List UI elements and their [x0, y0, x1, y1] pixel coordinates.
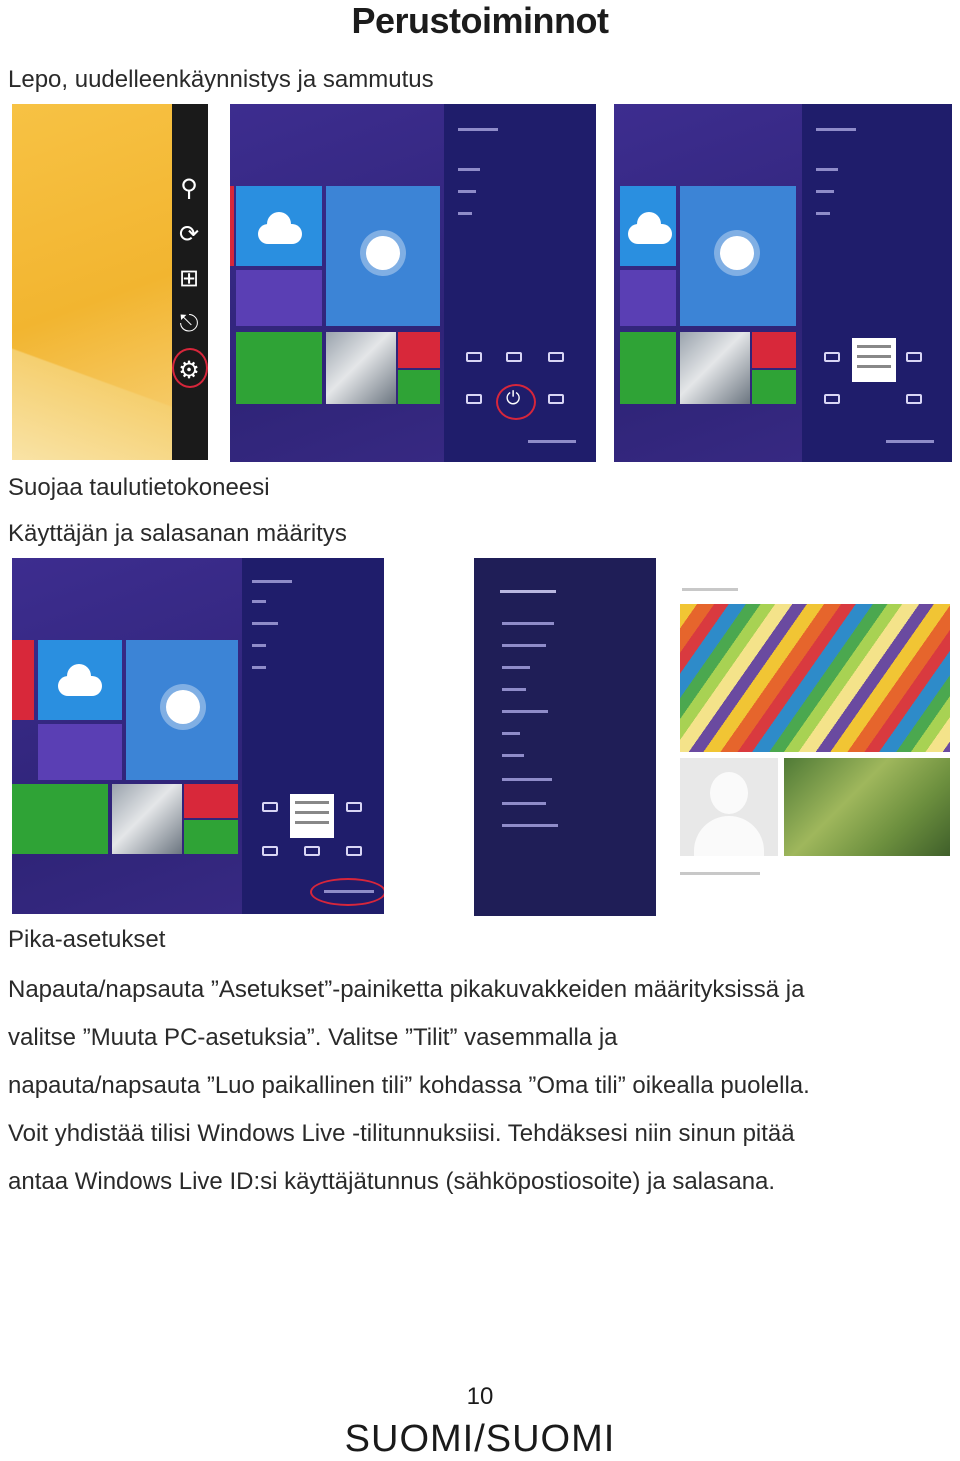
games-tile: [398, 370, 440, 404]
settings-icon[interactable]: ⚙: [178, 357, 200, 384]
volume-icon[interactable]: [506, 352, 522, 362]
video-tile: [398, 332, 440, 368]
mail-tile-edge: [230, 186, 234, 266]
brightness-icon[interactable]: [346, 802, 362, 812]
weather-large-tile: [126, 640, 238, 780]
sun-icon: [166, 690, 200, 724]
settings-highlight: [172, 348, 208, 388]
start-icon[interactable]: ⊞: [178, 265, 200, 292]
paragraph-line-4: Voit yhdistää tilisi Windows Live -tilitunnuksiisi. Tehdäksesi niin sinun pitää: [8, 1120, 795, 1147]
weather-tile: [620, 186, 676, 266]
settings-pane: [444, 104, 596, 462]
network-icon[interactable]: [262, 802, 278, 812]
games-tile: [184, 820, 238, 854]
footer-language: SUOMI/SUOMI: [344, 1418, 616, 1460]
weather-large-tile: [326, 186, 440, 326]
devices-icon[interactable]: ⎋: [179, 310, 199, 337]
pc-settings-menu: [474, 558, 656, 916]
calendar-tile: [236, 270, 322, 326]
cloud-icon: [258, 224, 302, 244]
instructions-paragraph: [8, 966, 948, 1206]
screenshot-pc-settings: [474, 558, 958, 916]
charm-bar: [172, 104, 208, 460]
power-menu[interactable]: [290, 794, 334, 838]
sun-icon: [720, 236, 754, 270]
notifications-icon[interactable]: [824, 394, 840, 404]
brightness-icon[interactable]: [906, 352, 922, 362]
paragraph-line-3: napauta/napsauta ”Luo paikallinen tili” kohdassa ”Oma tili” oikealla puolella.: [8, 1072, 810, 1099]
network-icon[interactable]: [824, 352, 840, 362]
power-highlight: [496, 384, 536, 420]
user-avatar-icon[interactable]: [680, 758, 778, 856]
section-heading-protect: Suojaa taulutietokoneesi: [8, 474, 270, 501]
share-icon[interactable]: ⟳: [178, 221, 200, 248]
weather-tile: [236, 186, 322, 266]
paragraph-line-1: Napauta/napsauta ”Asetukset”-painiketta pikakuvakkeiden määrityksissä ja: [8, 976, 805, 1003]
cloud-icon: [628, 224, 672, 244]
calendar-tile: [38, 724, 122, 780]
store-tile: [12, 784, 108, 854]
store-tile: [620, 332, 676, 404]
keyboard-icon[interactable]: [346, 846, 362, 856]
page-title: Perustoiminnot: [351, 0, 609, 41]
weather-tile: [38, 640, 122, 720]
photo-tile: [112, 784, 182, 854]
power-icon[interactable]: [304, 846, 320, 856]
settings-pane: [802, 104, 952, 462]
power-icon[interactable]: ⏻: [506, 388, 521, 408]
network-icon[interactable]: [466, 352, 482, 362]
settings-pane: [242, 558, 384, 914]
paragraph-line-2: valitse ”Muuta PC-asetuksia”. Valitse ”Tilit” vasemmalla ja: [8, 1024, 618, 1051]
video-tile: [752, 332, 796, 368]
paragraph-line-5: antaa Windows Live ID:si käyttäjätunnus (sähköpostiosoite) ja salasana.: [8, 1168, 776, 1195]
screenshot-settings-power: [230, 104, 596, 462]
notifications-icon[interactable]: [262, 846, 278, 856]
video-tile: [184, 784, 238, 818]
screenshot-power-menu: [614, 104, 952, 462]
store-tile: [236, 332, 322, 404]
account-picture-photo[interactable]: [784, 758, 950, 856]
section-heading-account: Käyttäjän ja salasanan määritys: [8, 520, 347, 547]
search-icon[interactable]: ⚲: [180, 175, 198, 202]
photo-tile: [680, 332, 750, 404]
notifications-icon[interactable]: [466, 394, 482, 404]
keyboard-icon[interactable]: [906, 394, 922, 404]
section-heading-power: Lepo, uudelleenkäynnistys ja sammutus: [8, 66, 434, 93]
change-pc-settings-highlight: [310, 878, 384, 906]
keyboard-icon[interactable]: [548, 394, 564, 404]
games-tile: [752, 370, 796, 404]
mail-tile: [12, 640, 34, 720]
page-number: 10: [466, 1383, 494, 1410]
calendar-tile: [620, 270, 676, 326]
screenshot-charm-bar: [12, 104, 208, 460]
power-menu[interactable]: [852, 338, 896, 382]
screenshot-change-pc-settings: [12, 558, 384, 914]
sun-icon: [366, 236, 400, 270]
cloud-icon: [58, 676, 102, 696]
photo-tile: [326, 332, 396, 404]
section-heading-quick: Pika-asetukset: [8, 926, 166, 953]
lock-screen-image[interactable]: [680, 604, 950, 752]
brightness-icon[interactable]: [548, 352, 564, 362]
weather-large-tile: [680, 186, 796, 326]
